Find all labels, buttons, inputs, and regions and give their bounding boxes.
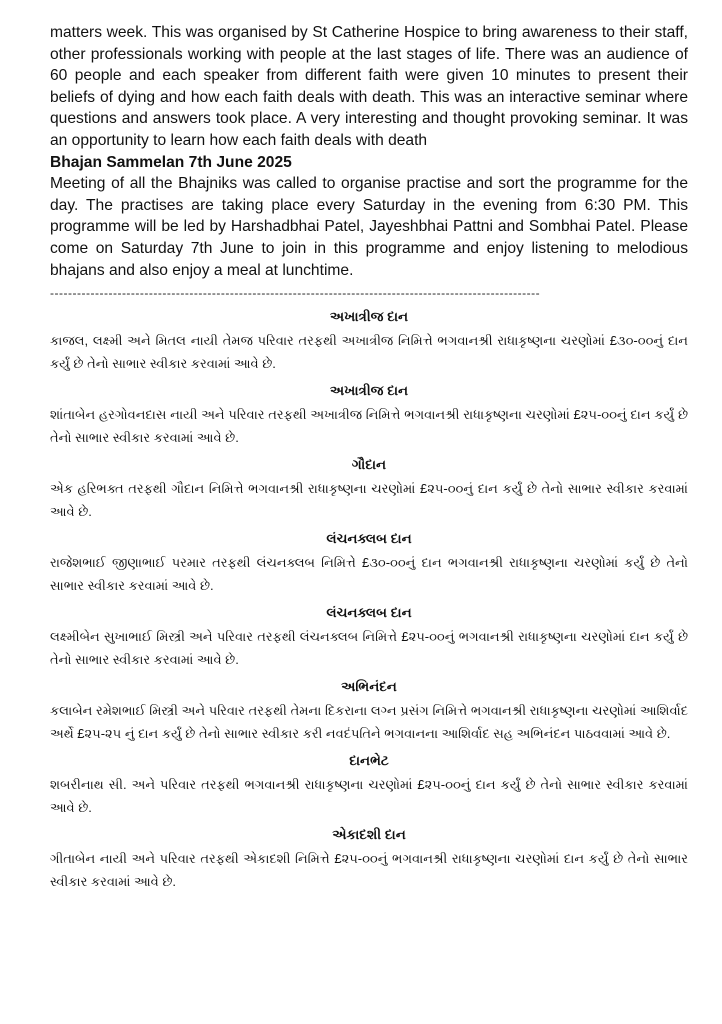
bhajan-paragraph: Meeting of all the Bhajniks was called to organise practise and sort the programme for the day. The practises are taking place every Saturday in the evening from 6:30 PM. This programme will be led by Harshadbhai Patel, Jayeshbhai Pattni and Sombhai Patel. Please come on Saturday 7th June to join in this programme and enjoy listening to melodious bhajans and also enjoy a meal at lunchtime. [50, 175, 688, 279]
intro-paragraph: matters week. This was organised by St Catherine Hospice to bring awareness to their staff, other professionals working with people at the last stages of life. There was an audience of 60 people and each speaker from different faith were given 10 minutes to present their beliefs of dying and how each faith deals with death. This was an interactive seminar where questions and answers took place. A very interesting and thought provoking seminar. It was an opportunity to learn how each faith deals with death [50, 24, 688, 149]
donation-title: એકાદશી દાન [332, 827, 406, 843]
donation-entry [50, 529, 688, 597]
donation-text: રાજેશભાઈ જીણાભાઈ પરમાર તરફથી લંચનક્લબ નિમિત્તે £૩૦-૦૦નું દાન ભગવાનશ્રી રાધાકૃષ્ણના ચરણોમાં કર્યું છે તેનો સાભાર સ્વીકાર કરવામાં આવે છે. [50, 555, 688, 594]
donation-title: અખાત્રીજ દાન [329, 309, 409, 325]
donation-text: શબરીનાથ સી. અને પરિવાર તરફથી ભગવાનશ્રી રાધાકૃષ્ણના ચરણોમાં £૨૫-૦૦નું દાન કર્યું છે તેનો સાભાર સ્વીકાર કરવામાં આવે છે. [50, 777, 688, 816]
donation-text: લક્ષ્મીબેન સુખાભાઈ મિસ્ત્રી અને પરિવાર તરફથી લંચનક્લબ નિમિત્તે £૨૫-૦૦નું ભગવાનશ્રી રાધાકૃષ્ણના ચરણોમાં દાન કર્યું છે તેનો સાભાર સ્વીકાર કરવામાં આવે છે. [50, 629, 688, 668]
donation-title: લંચનક્લબ દાન [326, 531, 412, 547]
donation-text: કાજલ, લક્ષ્મી અને મિતલ નાયી તેમજ પરિવાર તરફથી અખાત્રીજ નિમિત્તે ભગવાનશ્રી રાધાકૃષ્ણના ચરણોમાં £૩૦-૦૦નું દાન કર્યું છે તેનો સાભાર સ્વીકાર કરવામાં આવે છે. [50, 333, 688, 372]
donation-entry [50, 603, 688, 671]
donation-entry [50, 381, 688, 449]
donation-title: લંચનક્લબ દાન [326, 605, 412, 621]
donation-entry [50, 825, 688, 893]
donation-entry [50, 751, 688, 819]
donation-text: એક હરિભક્ત તરફથી ગૌદાન નિમિત્તે ભગવાનશ્રી રાધાકૃષ્ણના ચરણોમાં £૨૫-૦૦નું દાન કર્યું છે તેનો સાભાર સ્વીકાર કરવામાં આવે છે. [50, 481, 688, 520]
donation-title: ગૌદાન [351, 457, 387, 473]
donation-entry [50, 455, 688, 523]
donation-text: શાંતાબેન હરગોવનદાસ નાયી અને પરિવાર તરફથી અખાત્રીજ નિમિત્તે ભગવાનશ્રી રાધાકૃષ્ણના ચરણોમાં £૨૫-૦૦નું દાન કર્યું છે તેનો સાભાર સ્વીકાર કરવામાં આવે છે. [50, 407, 688, 446]
donations-list [50, 307, 688, 893]
bhajan-heading: Bhajan Sammelan 7th June 2025 [50, 153, 292, 171]
donation-title: દાનભેટ [349, 753, 389, 769]
section-divider: ------------------------------------------------------------------------------------------------------------- [50, 286, 541, 301]
donation-text: ગીતાબેન નાયી અને પરિવાર તરફથી એકાદશી નિમિત્તે £૨૫-૦૦નું ભગવાનશ્રી રાધાકૃષ્ણના ચરણોમાં દાન કર્યું છે તેનો સાભાર સ્વીકાર કરવામાં આવે છે. [50, 851, 688, 890]
donation-entry [50, 307, 688, 375]
donation-title: અભિનંદન [341, 679, 397, 695]
donation-title: અખાત્રીજ દાન [329, 383, 409, 399]
donation-entry [50, 677, 688, 745]
donation-text: કલાબેન રમેશભાઈ મિસ્ત્રી અને પરિવાર તરફથી તેમના દિકરાના લગ્ન પ્રસંગ નિમિત્તે ભગવાનશ્રી રાધાકૃષ્ણના ચરણોમાં આશિર્વાદ અર્થે £૨૫-૨૫ નું દાન કર્યું છે તેનો સાભાર સ્વીકાર કરી નવદંપતિને ભગવાનના આશિર્વાદ સહ અભિનંદન પાઠવવામાં આવે છે. [50, 703, 688, 742]
